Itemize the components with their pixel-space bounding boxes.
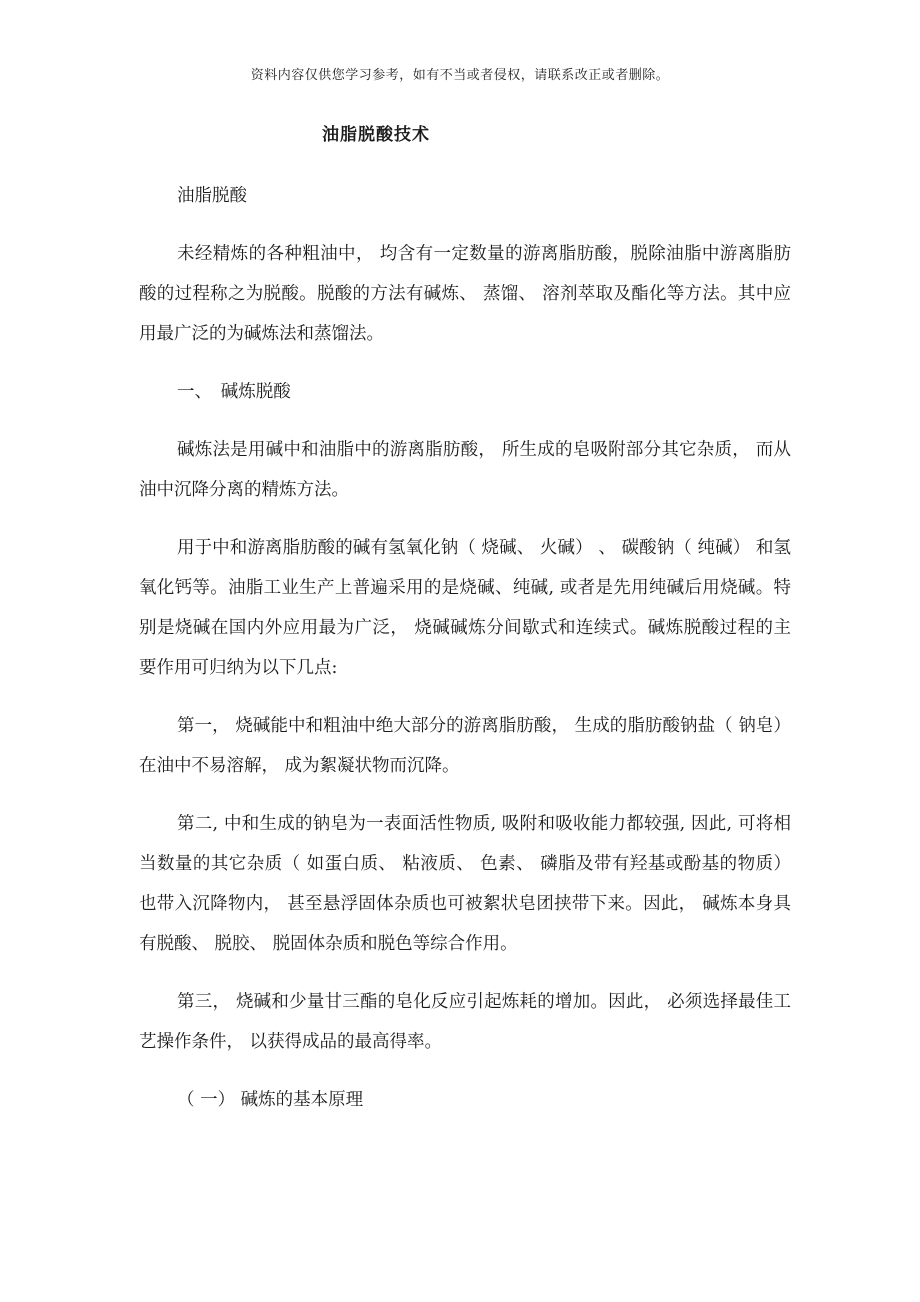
document-body: [139, 176, 791, 1120]
subsection-heading-principle: （ 一） 碱炼的基本原理: [177, 1090, 364, 1110]
paragraph-alkali-definition: 碱炼法是用碱中和油脂中的游离脂肪酸， 所生成的皂吸附部分其它杂质， 而从油中沉降分离的精炼方法。: [139, 440, 791, 500]
paragraph-intro: 未经精炼的各种粗油中， 均含有一定数量的游离脂肪酸，脱除油脂中游离脂肪酸的过程称之为脱酸。脱酸的方法有碱炼、 蒸馏、 溶剂萃取及酯化等方法。其中应用最广泛的为碱炼法和蒸馏法。: [139, 244, 791, 344]
paragraph-point-two: 第二, 中和生成的钠皂为一表面活性物质, 吸附和吸收能力都较强, 因此, 可将相当数量的其它杂质（ 如蛋白质、 粘液质、 色素、 磷脂及带有羟基或酚基的物质） 也带入沉降物内， 甚至悬浮固体杂质也可被絮状皂团挟带下来。因此， 碱炼本身具有脱酸、 脱胶、 脱固体杂质和脱色等综合作用。: [139, 814, 791, 954]
header-disclaimer: 资料内容仅供您学习参考，如有不当或者侵权，请联系改正或者删除。: [250, 68, 670, 83]
section-heading-deacidification: 油脂脱酸: [177, 186, 247, 206]
paragraph-point-three: 第三， 烧碱和少量甘三酯的皂化反应引起炼耗的增加。因此， 必须选择最佳工艺操作条件， 以获得成品的最高得率。: [139, 992, 791, 1052]
paragraph-point-one: 第一， 烧碱能中和粗油中绝大部分的游离脂肪酸， 生成的脂肪酸钠盐（ 钠皂）在油中不易溶解， 成为絮凝状物而沉降。: [139, 716, 791, 776]
paragraph-alkali-types: 用于中和游离脂肪酸的碱有氢氧化钠（ 烧碱、 火碱） 、 碳酸钠（ 纯碱） 和氢氧化钙等。油脂工业生产上普遍采用的是烧碱、纯碱, 或者是先用纯碱后用烧碱。特别是烧碱在国内外应用最为广泛， 烧碱碱炼分间歇式和连续式。碱炼脱酸过程的主要作用可归纳为以下几点:: [139, 538, 791, 678]
section-heading-alkali-refining: 一、 碱炼脱酸: [177, 382, 291, 402]
document-title: 油脂脱酸技术: [322, 125, 430, 145]
